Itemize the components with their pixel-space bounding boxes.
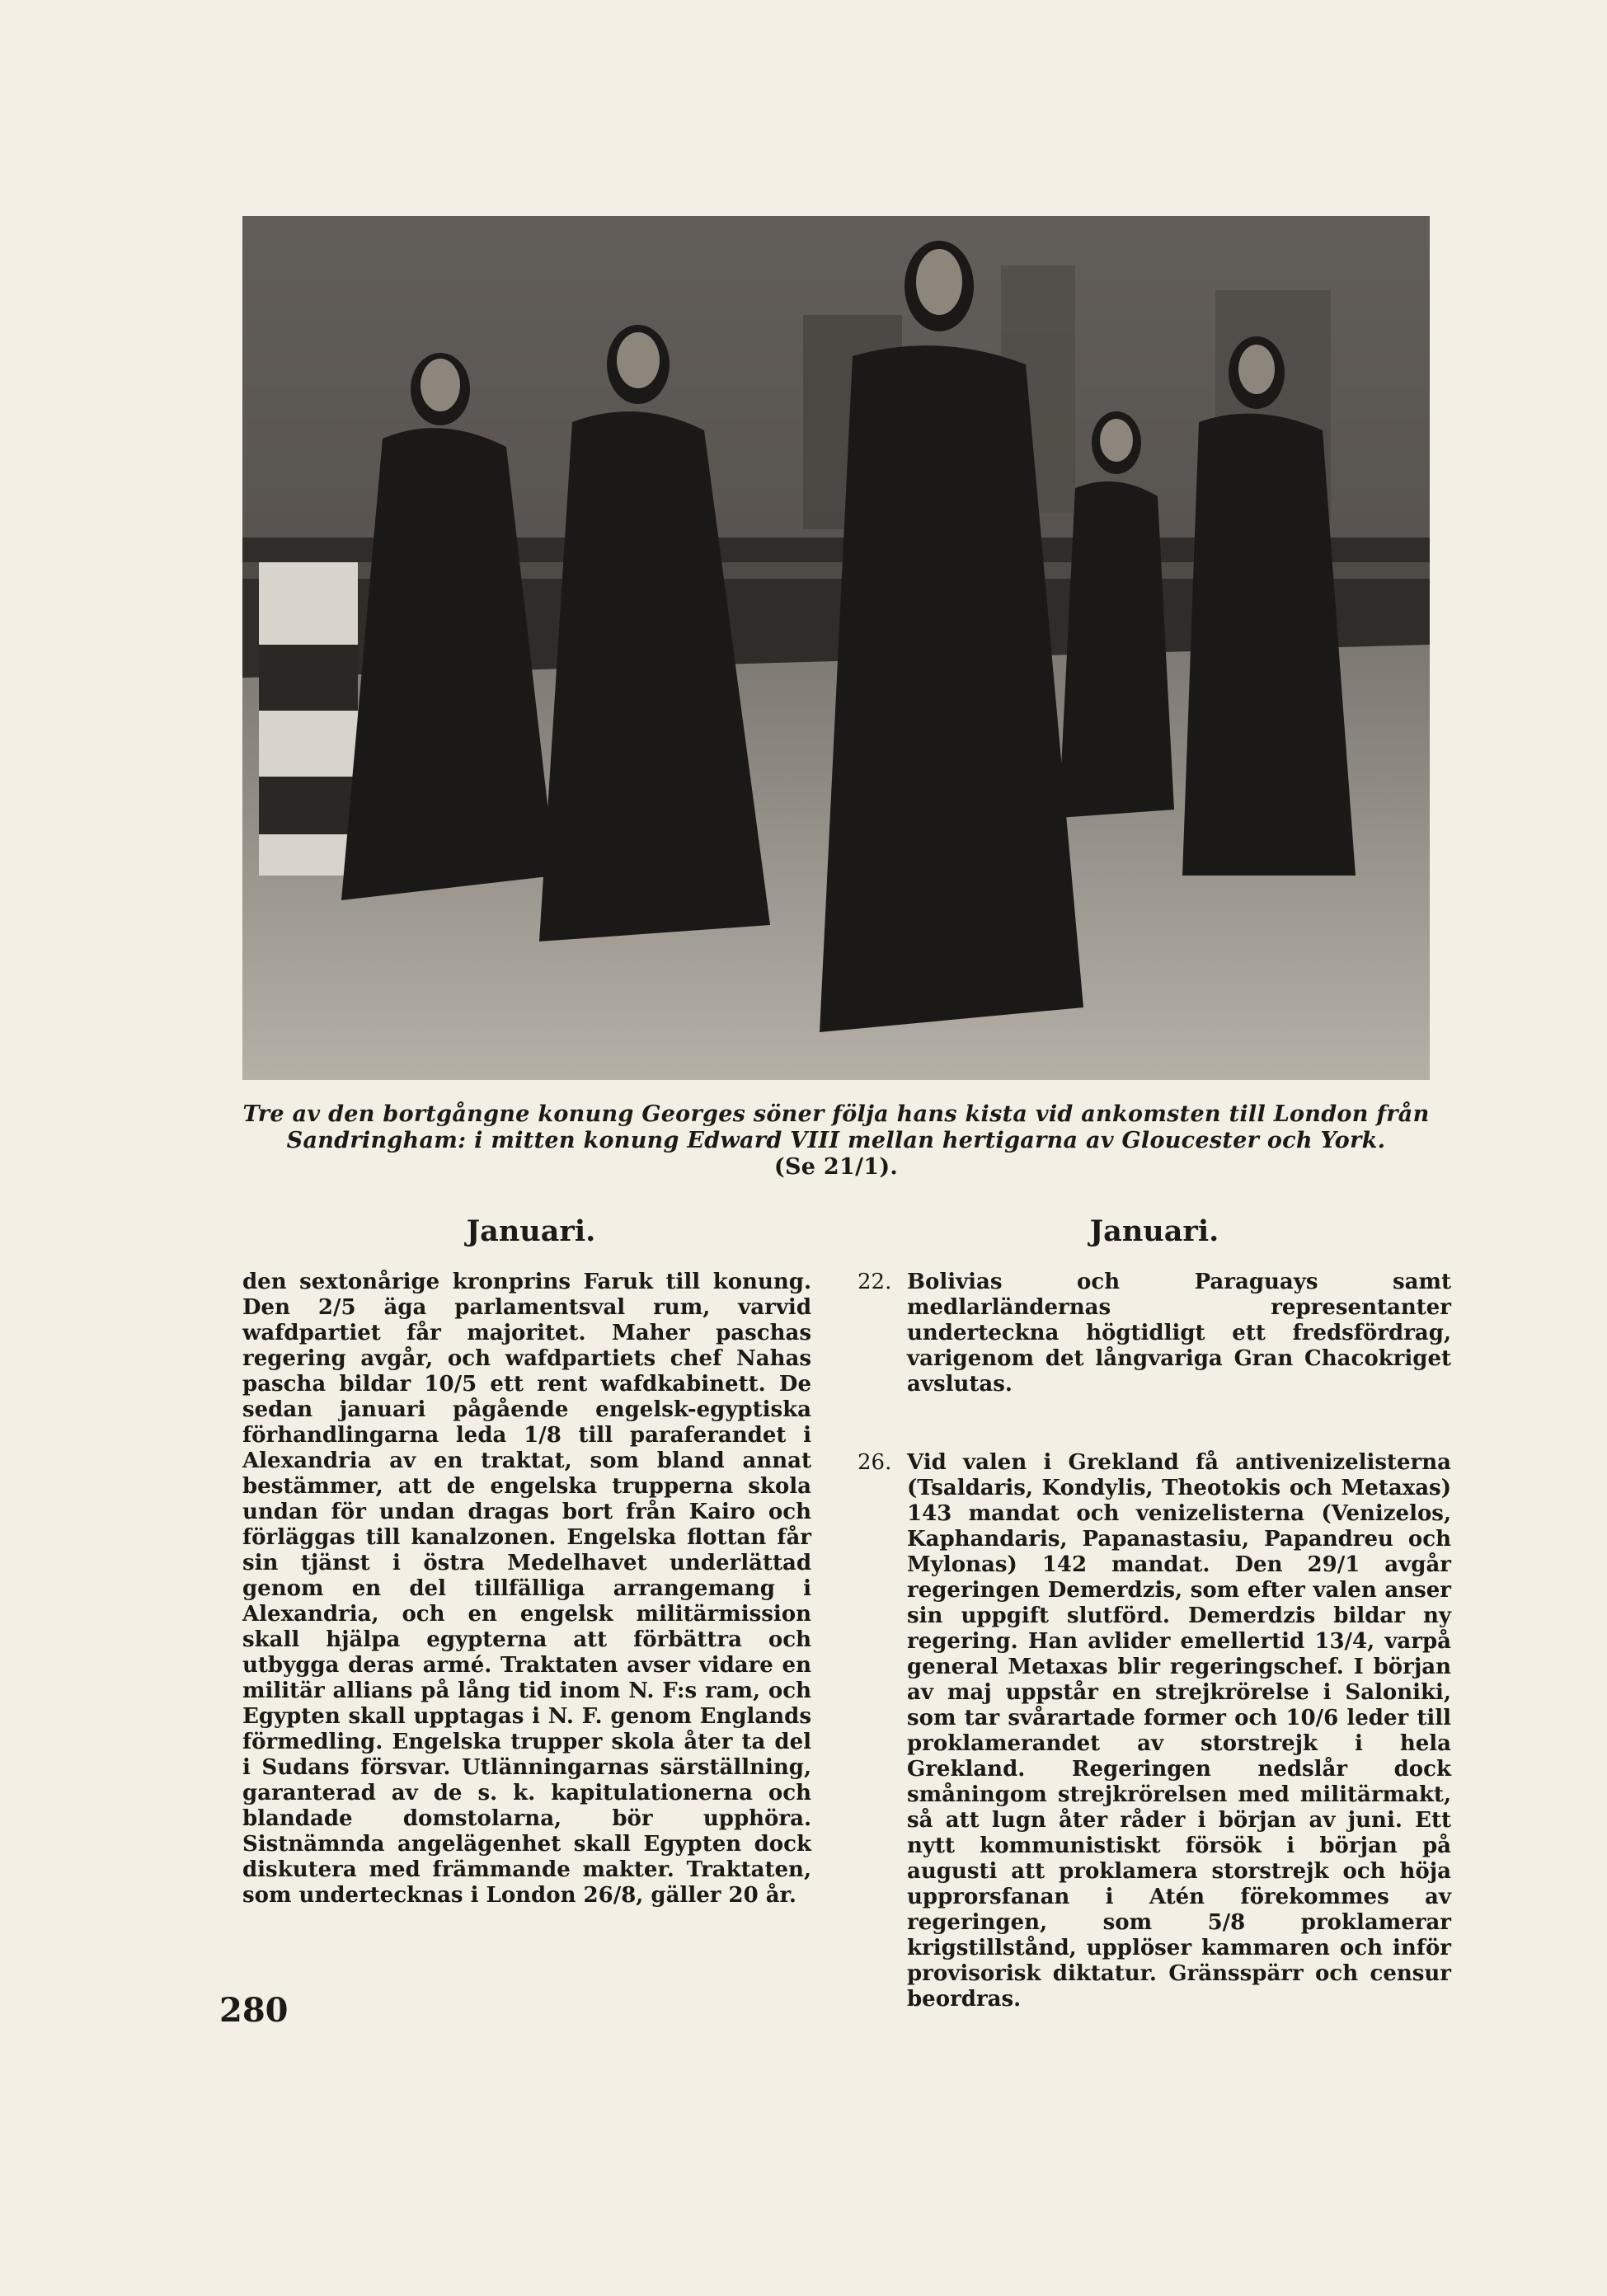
entry-26 xyxy=(858,1450,1451,2012)
entry-day: 22. xyxy=(858,1270,892,1294)
caption-text: Tre av den bortgångne konung Georges söner följa hans kista vid ankomsten till London från Sandringham: i mitten konung Edward VIII mellan hertigarna av Gloucester och York. xyxy=(242,1101,1430,1153)
page-number: 280 xyxy=(219,1991,289,2030)
entry-22 xyxy=(858,1270,1451,1397)
left-column-text: den sextonårige kronprins Faruk till konung. Den 2/5 äga parlamentsval rum, varvid wafdpartiet får majoritet. Maher paschas regering avgår, och wafdpartiets chef Nahas pascha bildar 10/5 ett rent wafdkabinett. De sedan januari pågående engelsk-egyptiska förhandlingarna leda 1/8 till paraferandet i Alexandria av en traktat, som bland annat bestämmer, att de engelska trupperna skola undan för undan dragas bort från Kairo och förläggas till kanalzonen. Engelska flottan får sin tjänst i östra Medelhavet underlättad genom en del tillfälliga arrangemang i Alexandria, och en engelsk militärmission skall hjälpa egypterna att förbättra och utbygga deras armé. Traktaten avser vidare en militär allians på lång tid inom N. F:s ram, och Egypten skall upptagas i N. F. genom Englands förmedling. Engelska trupper skola åter ta del i Sudans försvar. Utlänningarnas särställning, garanterad av de s. k. kapitulationerna och blandade domstolarna, bör upphöra. Sistnämnda angelägenhet skall Egypten dock diskutera med främmande makter. Traktaten, som undertecknas i London 26/8, gäller 20 år. xyxy=(242,1270,811,1908)
photo-caption xyxy=(242,1101,1430,1181)
right-column-heading: Januari. xyxy=(1089,1214,1219,1248)
left-column-heading: Januari. xyxy=(466,1214,596,1248)
entry-text: Vid valen i Grekland få antivenizelisterna (Tsaldaris, Kondylis, Theotokis och Metaxas) 143 mandat och venizelisterna (Venizelos, Kaphandaris, Papanastasiu, Papandreu och Mylonas) 142 mandat. Den 29/1 avgår regeringen Demerdzis, som efter valen anser sin uppgift slutförd. Demerdzis bildar ny regering. Han avlider emellertid 13/4, varpå general Metaxas blir regeringschef. I början av maj uppstår en strejkrörelse i Saloniki, som tar svårartade former och 10/6 leder till proklamerandet av storstrejk i hela Grekland. Regeringen nedslår dock småningom strejkrörelsen med militärmakt, så att lugn åter råder i början av juni. Ett nytt kommunistiskt försök i början på augusti att proklamera storstrejk och höja upprorsfanan i Atén förekommes av regeringen, som 5/8 proklamerar krigstillstånd, upplöser kammaren och inför provisorisk diktatur. Gränsspärr och censur beordras. xyxy=(907,1450,1451,2012)
caption-reference: (Se 21/1). xyxy=(773,1154,899,1180)
entry-day: 26. xyxy=(858,1450,892,1475)
photograph-icon xyxy=(242,216,1430,1080)
right-column xyxy=(858,1270,1451,2065)
entry-text: Bolivias och Paraguays samt medlarländernas representanter underteckna högtidligt ett fredsfördrag, varigenom det långvariga Gran Chacokriget avslutas. xyxy=(907,1270,1451,1397)
funeral-procession-photo xyxy=(242,216,1430,1080)
